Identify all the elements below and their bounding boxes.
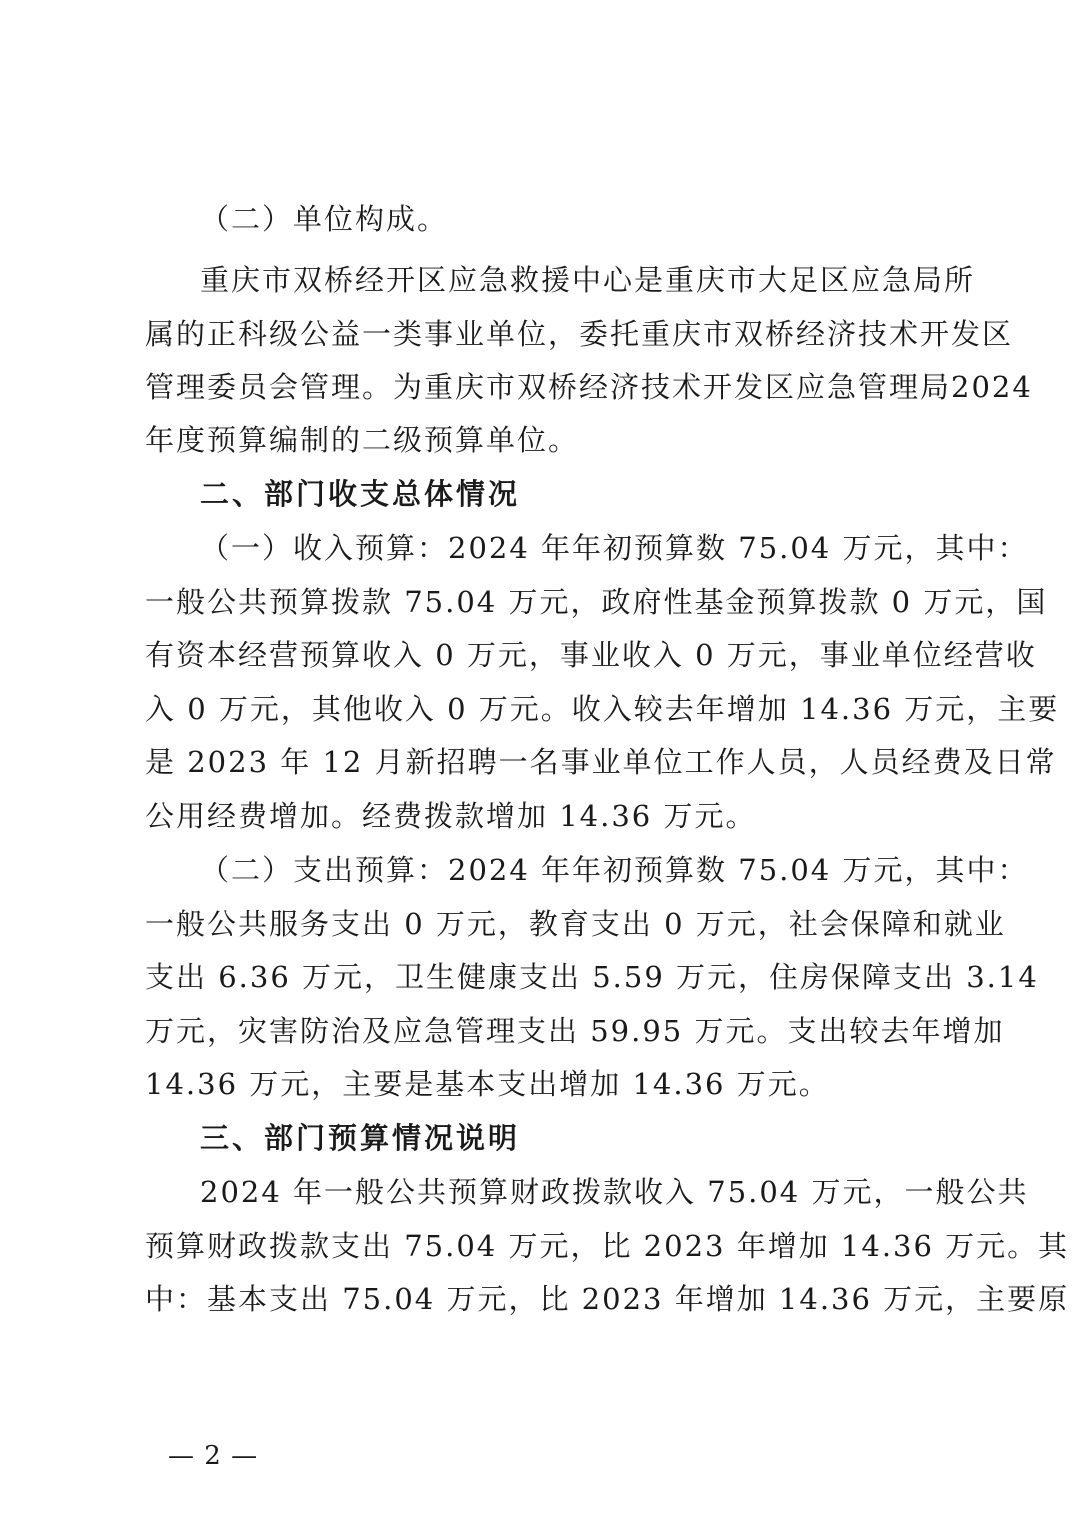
heading-budget-explanation: 三、部门预算情况说明 [200,1121,521,1155]
income-paragraph-line-2: 一般公共预算拨款 75.04 万元，政府性基金预算拨款 0 万元，国 [145,585,1048,619]
page-number: — 2 — [168,1441,259,1471]
income-paragraph-line-1: （一）收入预算：2024 年年初预算数 75.04 万元，其中： [200,531,1029,565]
expense-paragraph-line-3: 支出 6.36 万元，卫生健康支出 5.59 万元，住房保障支出 3.14 [145,960,1039,994]
expense-paragraph-line-4: 万元，灾害防治及应急管理支出 59.95 万元。支出较去年增加 [145,1014,1005,1048]
section-unit-composition-title: （二）单位构成。 [200,202,449,236]
income-paragraph-line-3: 有资本经营预算收入 0 万元，事业收入 0 万元，事业单位经营收 [145,638,1037,672]
budget-paragraph-line-2: 预算财政拨款支出 75.04 万元，比 2023 年增加 14.36 万元。其 [145,1229,1070,1263]
expense-paragraph-line-1: （二）支出预算：2024 年年初预算数 75.04 万元，其中： [200,853,1029,887]
unit-paragraph-line-4: 年度预算编制的二级预算单位。 [145,423,580,457]
budget-paragraph-line-3: 中：基本支出 75.04 万元，比 2023 年增加 14.36 万元，主要原 [145,1282,1070,1316]
unit-paragraph-line-2: 属的正科级公益一类事业单位，委托重庆市双桥经济技术开发区 [145,317,1014,351]
expense-paragraph-line-5: 14.36 万元，主要是基本支出增加 14.36 万元。 [145,1067,830,1101]
unit-paragraph-line-3: 管理委员会管理。为重庆市双桥经济技术开发区应急管理局2024 [145,370,1033,404]
heading-revenue-expenditure-overview: 二、部门收支总体情况 [200,477,521,511]
income-paragraph-line-5: 是 2023 年 12 月新招聘一名事业单位工作人员，人员经费及日常 [145,745,1057,779]
income-paragraph-line-4: 入 0 万元，其他收入 0 万元。收入较去年增加 14.36 万元，主要 [145,692,1060,726]
income-paragraph-line-6: 公用经费增加。经费拨款增加 14.36 万元。 [145,799,757,833]
expense-paragraph-line-2: 一般公共服务支出 0 万元，教育支出 0 万元，社会保障和就业 [145,907,1006,941]
budget-paragraph-line-1: 2024 年一般公共预算财政拨款收入 75.04 万元，一般公共 [200,1175,1029,1209]
unit-paragraph-line-1: 重庆市双桥经开区应急救援中心是重庆市大足区应急局所 [200,263,976,297]
